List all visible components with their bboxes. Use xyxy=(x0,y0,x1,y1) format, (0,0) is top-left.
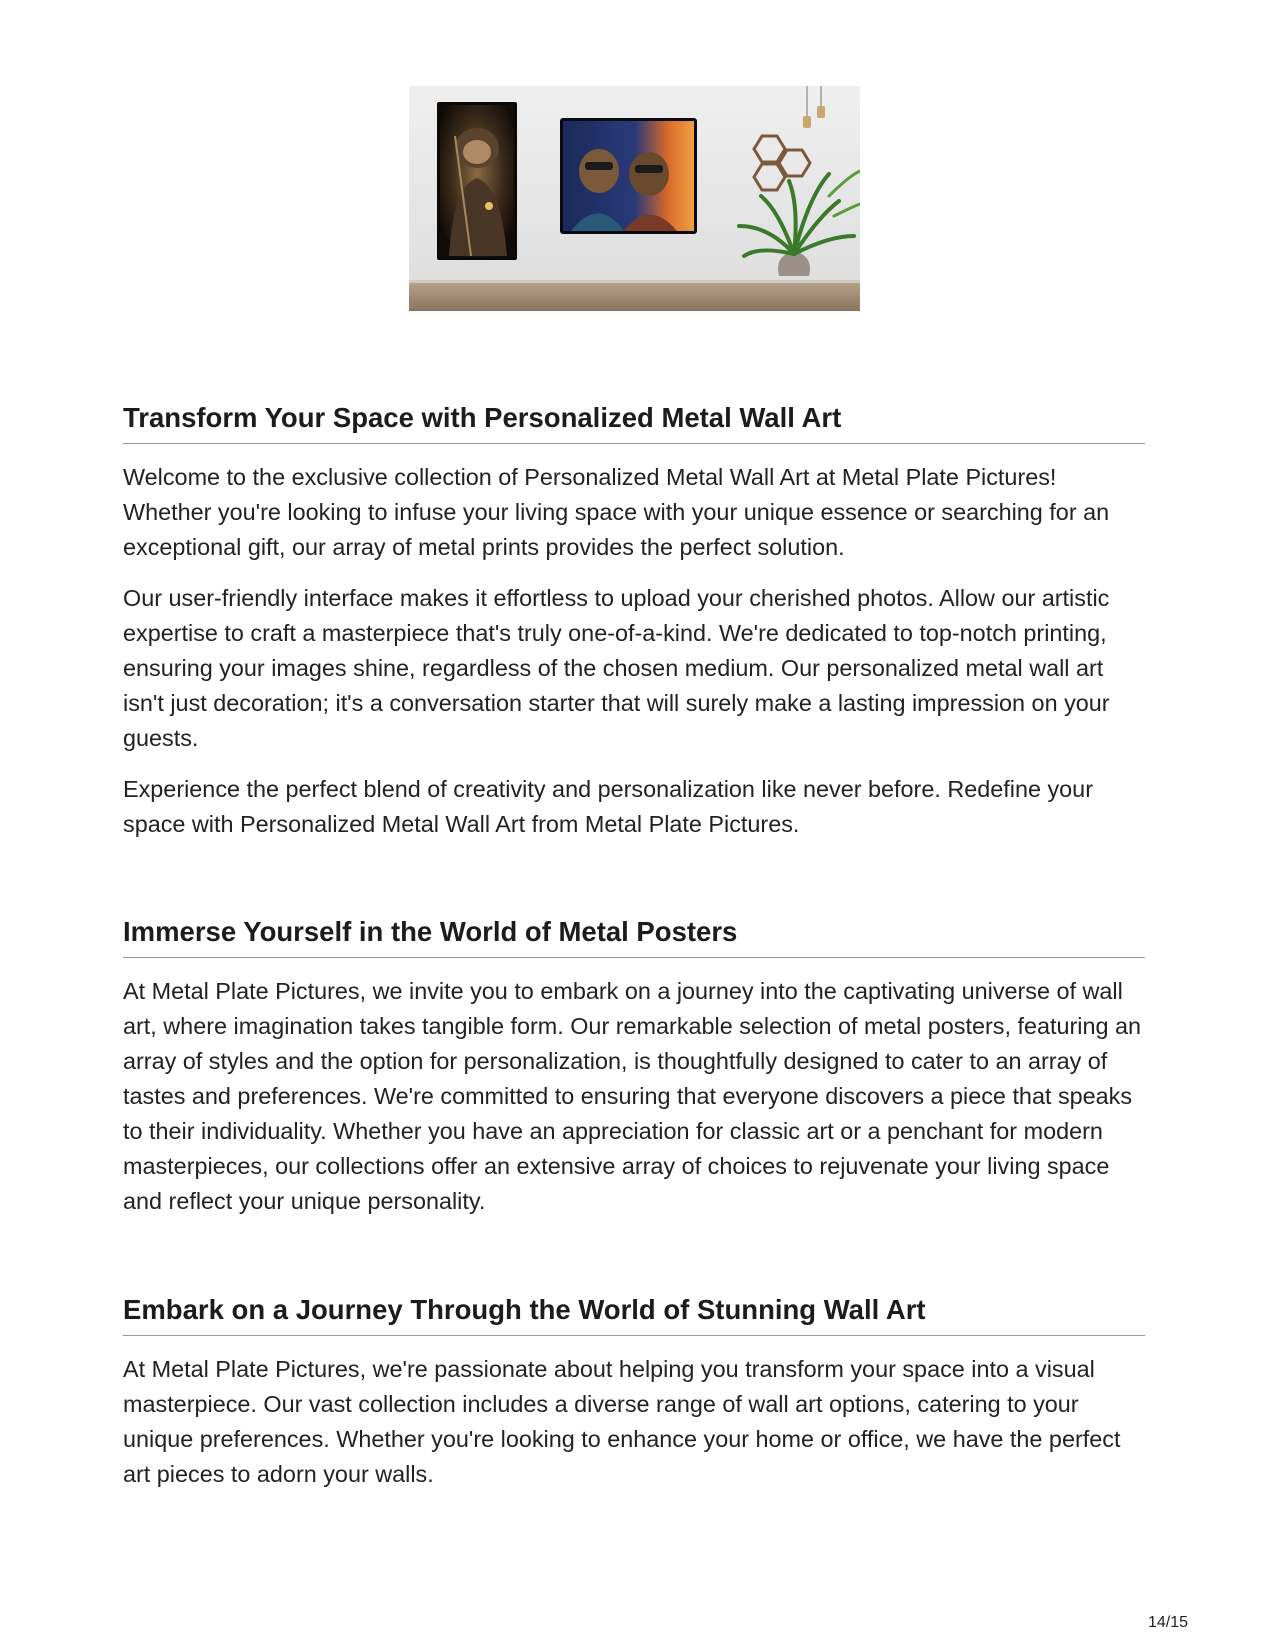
section-heading: Embark on a Journey Through the World of Stunning Wall Art xyxy=(123,1287,1145,1336)
section-heading: Transform Your Space with Personalized Metal Wall Art xyxy=(123,395,1145,444)
section-heading: Immerse Yourself in the World of Metal Posters xyxy=(123,909,1145,958)
article-body xyxy=(123,395,1145,1492)
page-number: 14/15 xyxy=(1147,1614,1188,1631)
section-stunning-wall-art xyxy=(123,1287,1145,1492)
section-metal-posters xyxy=(123,909,1145,1219)
section-personalized-metal-wall-art xyxy=(123,395,1145,842)
wall-art-room-image xyxy=(409,86,860,311)
paragraph: At Metal Plate Pictures, we invite you to embark on a journey into the captivating universe of wall art, where imagination takes tangible form. Our remarkable selection of metal posters, featuring an array of styles and the option for personalization, is thoughtfully designed to cater to an array of tastes and preferences. We're committed to ensuring that everyone discovers a piece that speaks to their individuality. Whether you have an appreciation for classic art or a penchant for modern masterpieces, our collections offer an extensive array of choices to rejuvenate your living space and reflect your unique personality. xyxy=(123,978,1141,1214)
paragraph: Welcome to the exclusive collection of Personalized Metal Wall Art at Metal Plate Pictures! Whether you're looking to infuse your living space with your unique essence or searching for an exceptional gift, our array of metal prints provides the perfect solution. xyxy=(123,464,1110,560)
paragraph: At Metal Plate Pictures, we're passionate about helping you transform your space into a visual masterpiece. Our vast collection includes a diverse range of wall art options, catering to your unique preferences. Whether you're looking to enhance your home or office, we have the perfect art pieces to adorn your walls. xyxy=(123,1356,1121,1487)
paragraph: Experience the perfect blend of creativity and personalization like never before. Redefine your space with Personalized Metal Wall Art from Metal Plate Pictures. xyxy=(123,776,1093,837)
paragraph: Our user-friendly interface makes it effortless to upload your cherished photos. Allow our artistic expertise to craft a masterpiece that's truly one-of-a-kind. We're dedicated to top-notch printing, ensuring your images shine, regardless of the chosen medium. Our personalized metal wall art isn't just decoration; it's a conversation starter that will surely make a lasting impression on your guests. xyxy=(123,585,1110,751)
